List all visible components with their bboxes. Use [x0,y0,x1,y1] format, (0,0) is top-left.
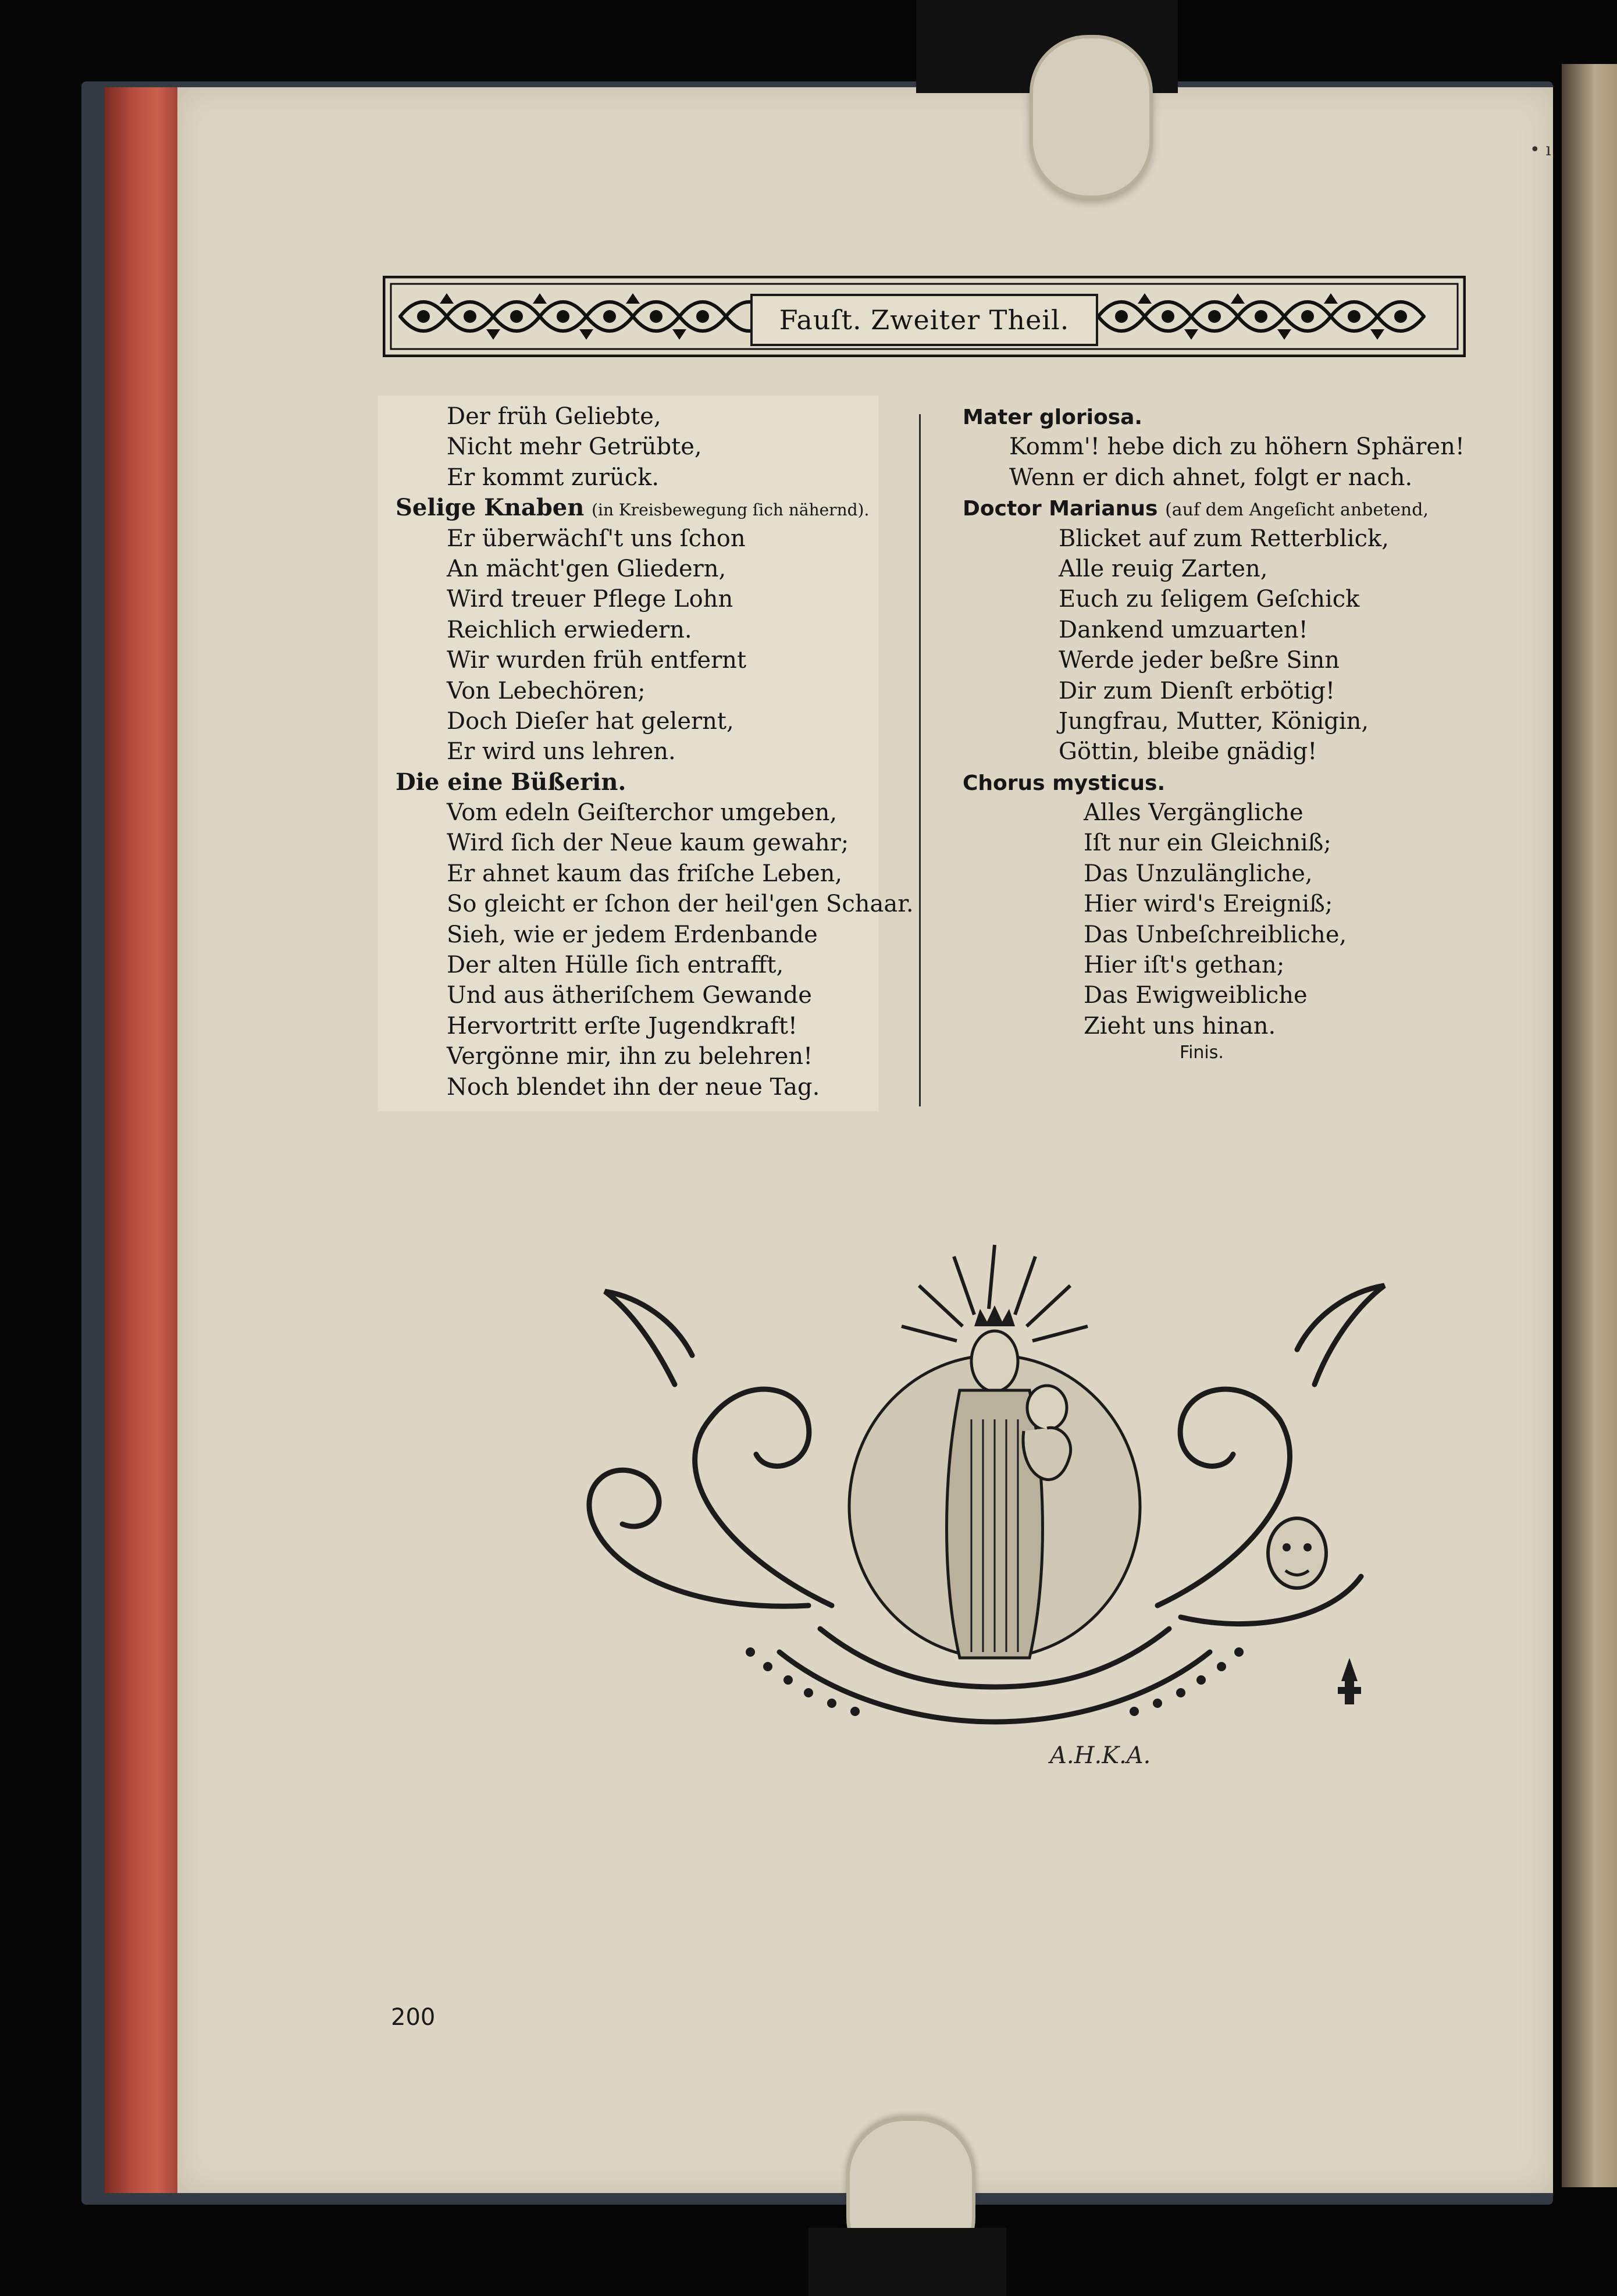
page-clip-top-tab [1030,35,1153,199]
verse-line: Euch zu ſeligem Geſchick [1059,586,1360,613]
verse-line: Er überwächſ't uns ſchon [447,525,746,552]
verse-line: Der alten Hülle ſich entrafft, [447,952,784,979]
verse-line: Wird treuer Pflege Lohn [447,586,733,613]
page-number: 200 [391,2004,436,2031]
verse-line: Reichlich erwiedern. [447,616,692,643]
column-divider [919,414,921,1106]
verse-line: Alle reuig Zarten, [1059,555,1268,582]
facing-page-edge [1562,64,1617,2187]
speaker-name: Chorus mysticus. [963,771,1166,795]
speaker-name: Doctor Marianus [963,497,1158,521]
verse-line: Nicht mehr Getrübte, [447,433,702,461]
verse-line: Er wird uns lehren. [447,738,676,766]
page-speck: • ı [1530,140,1551,160]
verse-line: Hervortritt erſte Jugendkraft! [447,1012,797,1040]
artist-monogram: A.H.K.A. [1050,1742,1151,1769]
verse-line: Hier wird's Ereigniß; [1084,891,1333,918]
page-clip-bottom [808,2228,1006,2296]
verse-line: Der früh Geliebte, [447,403,661,430]
verse-line: Werde jeder beßre Sinn [1059,647,1340,674]
verse-line: Dankend umzuarten! [1059,616,1308,643]
verse-line: Wird ſich der Neue kaum gewahr; [447,830,849,857]
verse-line: Und aus ätheriſchem Gewande [447,982,812,1009]
running-header: Fauſt. Zweiter Theil. [750,294,1098,346]
speaker-line [963,493,1474,523]
verse-line: Göttin, bleibe gnädig! [1059,738,1317,766]
madonna-vignette [558,1233,1431,1792]
stage-direction: (auf dem Angeſicht anbetend, [1165,500,1429,521]
speaker-name: Die eine Büßerin. [396,768,626,796]
verse-line: Iſt nur ein Gleichniß; [1084,830,1331,857]
verse-line: Das Ewigweibliche [1084,982,1308,1009]
verse-line: Hier iſt's gethan; [1084,952,1285,979]
verse-line: Jungfrau, Mutter, Königin, [1059,707,1369,735]
verse-line: Blicket auf zum Retterblick, [1059,525,1389,552]
stage-direction: (in Kreisbewegung ſich nähernd). [592,500,870,520]
verse-line: Vom edeln Geiſterchor umgeben, [447,799,838,827]
verse-line: Doch Dieſer hat gelernt, [447,707,734,735]
verse-line: Vergönne mir, ihn zu belehren! [447,1043,813,1070]
verse-line: Dir zum Dienſt erbötig! [1059,677,1335,704]
finis-mark: Finis. [1180,1042,1224,1063]
verse-line: So gleicht er ſchon der heil'gen Schaar. [447,891,914,918]
verse-line: Zieht uns hinan. [1084,1012,1276,1040]
verse-line: Er kommt zurück. [447,464,660,491]
right-text-column [963,401,1474,1065]
speaker-line [963,767,1474,798]
verse-line: Von Lebechören; [447,677,646,704]
verse-line: Wir wurden früh entfernt [447,647,747,674]
speaker-line [396,493,872,523]
verse-line: Alles Vergängliche [1084,799,1303,827]
speaker-line [396,767,872,798]
page-edge-red [105,87,180,2193]
verse-line: Komm'! hebe dich zu höhern Sphären! [1009,433,1465,461]
left-text-column [396,401,914,1102]
verse-line: Das Unzulängliche, [1084,860,1313,887]
speaker-name: Mater gloriosa. [963,405,1143,429]
speaker-name: Selige Knaben [396,494,585,522]
speaker-line [963,401,1474,432]
verse-line: Wenn er dich ahnet, folgt er nach. [1009,464,1413,491]
verse-line: An mächt'gen Gliedern, [447,555,726,582]
verse-line: Sieh, wie er jedem Erdenbande [447,921,818,948]
verse-line: Er ahnet kaum das friſche Leben, [447,860,843,887]
verse-line: Das Unbeſchreibliche, [1084,921,1347,948]
verse-line: Noch blendet ihn der neue Tag. [447,1073,820,1101]
